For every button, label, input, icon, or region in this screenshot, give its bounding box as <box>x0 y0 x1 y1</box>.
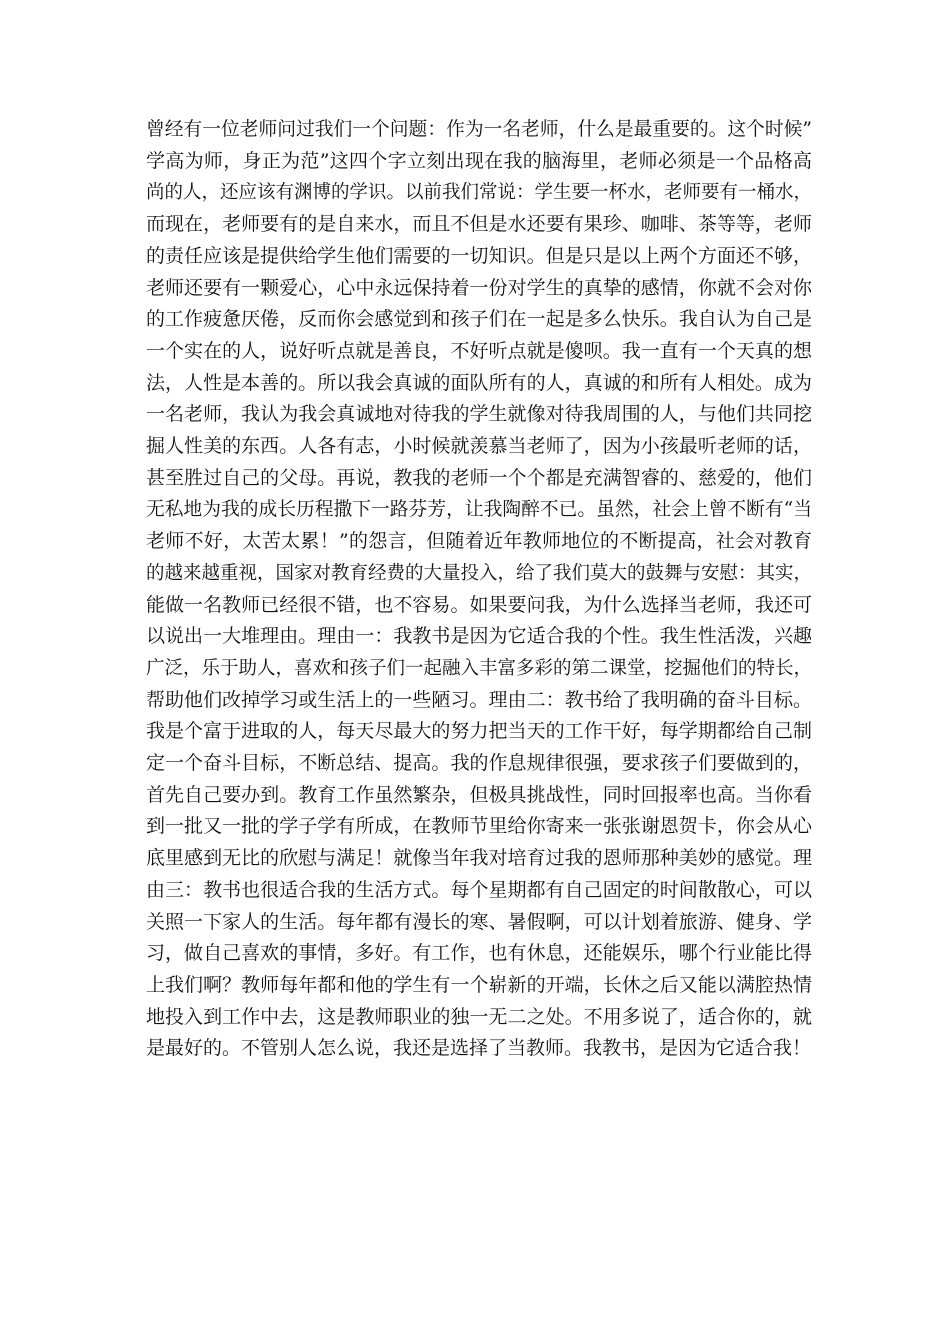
text-line: 我是个富于进取的人，每天尽最大的努力把当天的工作干好，每学期都给自己制 <box>146 720 812 743</box>
text-line: 习，做自己喜欢的事情，多好。有工作，也有休息，还能娱乐，哪个行业能比得 <box>146 942 812 965</box>
text-line: 而现在，老师要有的是自来水，而且不但是水还要有果珍、咖啡、茶等等，老师 <box>146 213 812 236</box>
text-line: 曾经有一位老师问过我们一个问题：作为一名老师，什么是最重要的。这个时候” <box>146 119 812 140</box>
text-line: 以说出一大堆理由。理由一：我教书是因为它适合我的个性。我生性活泼，兴趣 <box>146 625 812 648</box>
text-line: 关照一下家人的生活。每年都有漫长的寒、暑假啊，可以计划着旅游、健身、学 <box>146 910 812 933</box>
text-line: 老师不好，太苦太累！”的怨言，但随着近年教师地位的不断提高，社会对教育 <box>146 530 812 553</box>
text-line: 由三：教书也很适合我的生活方式。每个星期都有自己固定的时间散散心，可以 <box>146 878 812 901</box>
text-line: 首先自己要办到。教育工作虽然繁杂，但极具挑战性，同时回报率也高。当你看 <box>146 783 812 806</box>
text-line: 的越来越重视，国家对教育经费的大量投入，给了我们莫大的鼓舞与安慰：其实， <box>146 562 812 584</box>
text-line: 帮助他们改掉学习或生活上的一些陋习。理由二：教书给了我明确的奋斗目标。 <box>146 688 812 711</box>
text-line: 的责任应该是提供给学生他们需要的一切知识。但是只是以上两个方面还不够， <box>146 244 812 267</box>
text-line: 到一批又一批的学子学有所成，在教师节里给你寄来一张张谢恩贺卡，你会从心 <box>146 815 812 838</box>
text-line: 的工作疲惫厌倦，反而你会感觉到和孩子们在一起是多么快乐。我自认为自己是 <box>146 308 812 331</box>
text-line: 能做一名教师已经很不错，也不容易。如果要问我，为什么选择当老师，我还可 <box>146 593 812 616</box>
text-line: 法，人性是本善的。所以我会真诚的面队所有的人，真诚的和所有人相处。成为 <box>146 371 812 394</box>
text-line: 底里感到无比的欣慰与满足！就像当年我对培育过我的恩师那种美妙的感觉。理 <box>146 847 812 870</box>
text-line: 定一个奋斗目标，不断总结、提高。我的作息规律很强，要求孩子们要做到的， <box>146 752 812 775</box>
text-line: 广泛，乐于助人，喜欢和孩子们一起融入丰富多彩的第二课堂，挖掘他们的特长， <box>146 657 812 679</box>
text-line: 地投入到工作中去，这是教师职业的独一无二之处。不用多说了，适合你的，就 <box>146 1005 812 1028</box>
text-line: 甚至胜过自己的父母。再说，教我的老师一个个都是充满智睿的、慈爱的，他们 <box>146 466 812 489</box>
text-line: 一名老师，我认为我会真诚地对待我的学生就像对待我周围的人，与他们共同挖 <box>146 403 812 426</box>
text-line: 尚的人，还应该有渊博的学识。以前我们常说：学生要一杯水，老师要有一桶水， <box>146 182 812 204</box>
text-line: 老师还要有一颗爱心，心中永远保持着一份对学生的真挚的感情，你就不会对你 <box>146 276 812 299</box>
text-line: 无私地为我的成长历程撒下一路芬芳，让我陶醉不已。虽然，社会上曾不断有“当 <box>146 499 812 521</box>
text-line: 是最好的。不管别人怎么说，我还是选择了当教师。我教书，是因为它适合我！ <box>146 1037 812 1060</box>
text-line: 掘人性美的东西。人各有志，小时候就羡慕当老师了，因为小孩最听老师的话， <box>146 435 812 458</box>
body-paragraph <box>146 114 812 1065</box>
text-line: 上我们啊？教师每年都和他的学生有一个崭新的开端，长休之后又能以满腔热情 <box>146 973 812 996</box>
text-line: 学高为师，身正为范”这四个字立刻出现在我的脑海里，老师必须是一个品格高 <box>146 149 812 172</box>
text-line: 一个实在的人，说好听点就是善良，不好听点就是傻呗。我一直有一个天真的想 <box>146 339 812 362</box>
